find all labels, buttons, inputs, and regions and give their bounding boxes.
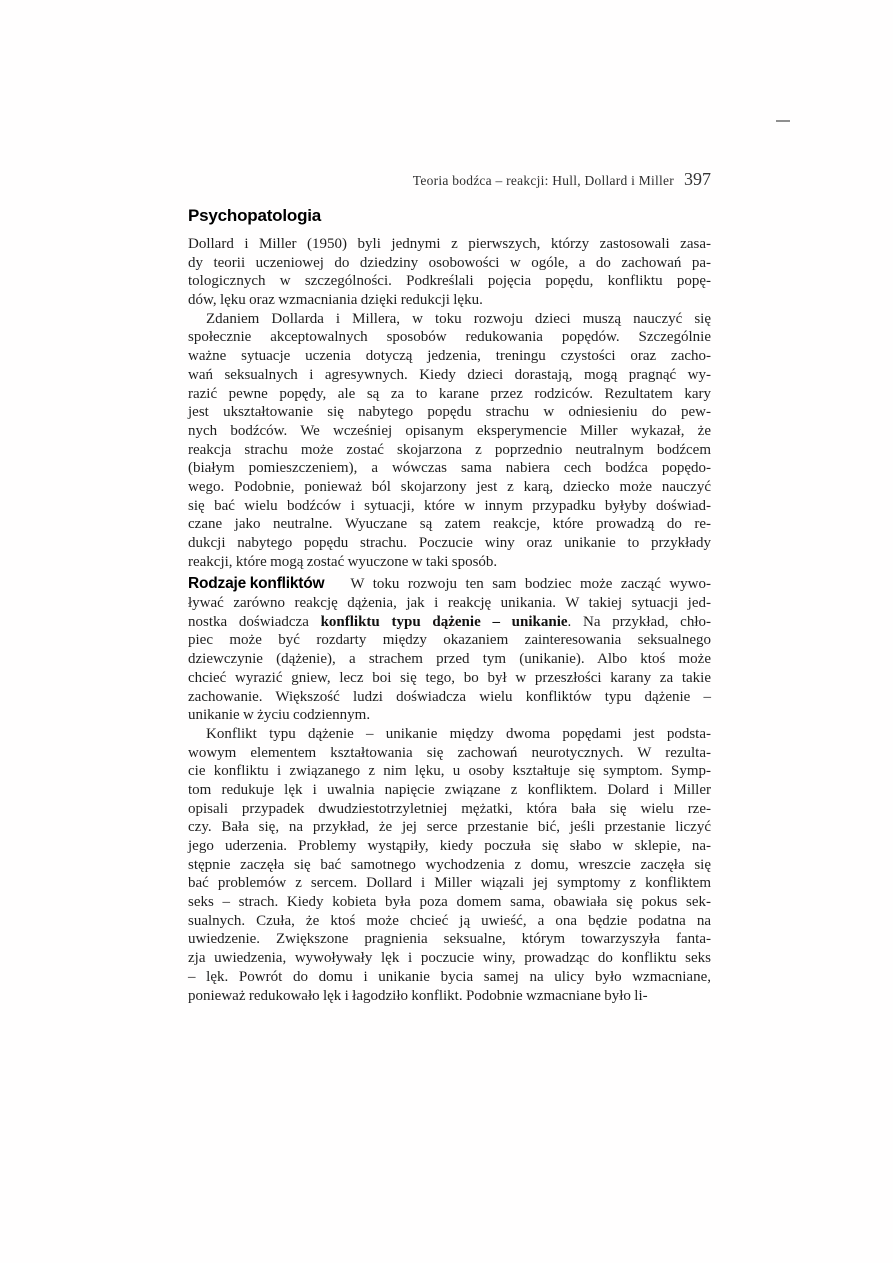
text-line: stępnie zaczęła się bać samotnego wychodzenia z domu, wreszcie zaczęła się: [188, 856, 711, 873]
text-column: [188, 206, 711, 1005]
text-line: dów, lęku oraz wzmacniania dzięki redukcji lęku.: [188, 292, 483, 309]
page-number: 397: [684, 169, 711, 189]
text-line: czy. Bała się, na przykład, że jej serce przestanie bić, jeśli przestanie liczyć: [188, 819, 711, 836]
text-line: się bać wielu bodźców i sytuacji, które w innym przypadku byłyby doświad-: [188, 497, 711, 514]
text-line: wań seksualnych i agresywnych. Kiedy dzieci dorastają, mogą pragnąć wy-: [188, 366, 711, 383]
paragraph: [188, 310, 711, 572]
text-line: wowym elementem kształtowania się zachowań neurotycznych. W rezulta-: [188, 744, 711, 761]
text-line: ływać zarówno reakcję dążenia, jak i reakcję unikania. W takiej sytuacji jed-: [188, 595, 711, 612]
text-line: dy teorii uczeniowej do dziedziny osobowości w ogóle, a do zachowań pa-: [188, 254, 711, 271]
text-line: Konflikt typu dążenie – unikanie między dwoma popędami jest podsta-: [206, 725, 711, 742]
text-line: zachowanie. Większość ludzi doświadcza wielu konfliktów typu dążenie –: [188, 688, 711, 705]
text-line: jest ukształtowanie się nabytego popędu strachu w odniesieniu do pew-: [188, 404, 711, 421]
text-line: tom redukuje lęk i uwalnia napięcie związane z konfliktem. Dolard i Miller: [188, 781, 711, 798]
text-line: unikanie w życiu codziennym.: [188, 707, 371, 724]
text-line: ważne sytuacje uczenia dotyczą jedzenia, treningu czystości oraz zacho-: [188, 348, 711, 365]
text-line: reakcji, które mogą zostać wyuczone w taki sposób.: [188, 553, 498, 570]
scan-artifact-dash: [776, 120, 790, 122]
text-line: reakcja strachu może zostać skojarzona z poprzednio neutralnym bodźcem: [188, 441, 711, 458]
text-line: Zdaniem Dollarda i Millera, w toku rozwoju dzieci muszą nauczyć się: [206, 310, 711, 327]
text-line: dziewczynie (dążenie), a strachem przed tym (unikanie). Albo ktoś może: [188, 651, 711, 668]
text-line: nostka doświadcza konfliktu typu dążenie – unikanie. Na przykład, chło-: [188, 613, 711, 630]
text-line: opisali przypadek dwudziestotrzyletniej mężatki, która bała się wielu rze-: [188, 800, 711, 817]
text-line: (białym pomieszczeniem), a wówczas sama nabiera cech bodźca popędo-: [188, 460, 711, 477]
runin-heading: Rodzaje konfliktów: [188, 575, 325, 593]
text-line: sualnych. Czuła, że ktoś może chcieć ją uwieść, a ona będzie podatna na: [188, 912, 711, 929]
text-line-content: W toku rozwoju ten sam bodziec może zacząć wywo-: [350, 576, 711, 593]
text-line: zja uwiedzenia, wywoływały lęk i poczucie winy, prowadząc do konfliktu seks: [188, 950, 711, 967]
text-line: czane jako neutralne. Wyuczane są zatem reakcje, które prowadzą do re-: [188, 516, 711, 533]
text-line: ponieważ redukowało lęk i łagodziło konflikt. Podobnie wzmacniane było li-: [188, 987, 648, 1004]
paragraph: [188, 725, 711, 1005]
running-title: Teoria bodźca – reakcji: Hull, Dollard i Miller: [412, 173, 674, 188]
text-line: nych bodźców. We wcześniej opisanym eksperymencie Miller wykazał, że: [188, 422, 711, 439]
text-line: uwiedzenie. Zwiększone pragnienia seksualne, którym towarzyszyła fanta-: [188, 931, 711, 948]
text-line: – lęk. Powrót do domu i unikanie bycia samej na ulicy było wzmacniane,: [188, 968, 711, 985]
text-line: seks – strach. Kiedy kobieta była poza domem sama, obawiała się pokus sek-: [188, 894, 711, 911]
text-line: wego. Podobnie, ponieważ ból skojarzony jest z karą, dziecko może nauczyć: [188, 478, 711, 495]
paragraph: [188, 235, 711, 310]
text-line: razić pewne popędy, ale są za to karane przez rodziców. Rezultatem kary: [188, 385, 711, 402]
paragraph: [188, 575, 711, 725]
text-line: cie konfliktu i związanego z nim lęku, u osoby kształtuje się symptom. Symp-: [188, 763, 711, 780]
text-line: społecznie akceptowalnych sposobów redukowania popędów. Szczególnie: [188, 329, 711, 346]
text-line: chcieć wyrazić gniew, lecz boi się tego, bo był w przeszłości karany za takie: [188, 669, 711, 686]
text-line: jego uderzenia. Problemy wystąpiły, kiedy poczuła się słabo w sklepie, na-: [188, 838, 711, 854]
text-line: tologicznych w szczególności. Podkreślali pojęcia popędu, konfliktu popę-: [188, 273, 711, 290]
text-line: Dollard i Miller (1950) byli jednymi z pierwszych, którzy zastosowali zasa-: [188, 236, 711, 252]
section-heading: Psychopatologia: [188, 206, 322, 225]
text-line: dukcji nabytego popędu strachu. Poczucie winy oraz unikanie to przykłady: [188, 535, 711, 551]
text-line: piec może być rozdarty między okazaniem zainteresowania seksualnego: [188, 632, 711, 649]
running-header: [188, 169, 711, 190]
text-line: [188, 575, 711, 594]
text-line: bać problemów z sercem. Dollard i Miller wiązali jej symptomy z konfliktem: [188, 875, 711, 892]
body-text: [188, 235, 711, 1005]
